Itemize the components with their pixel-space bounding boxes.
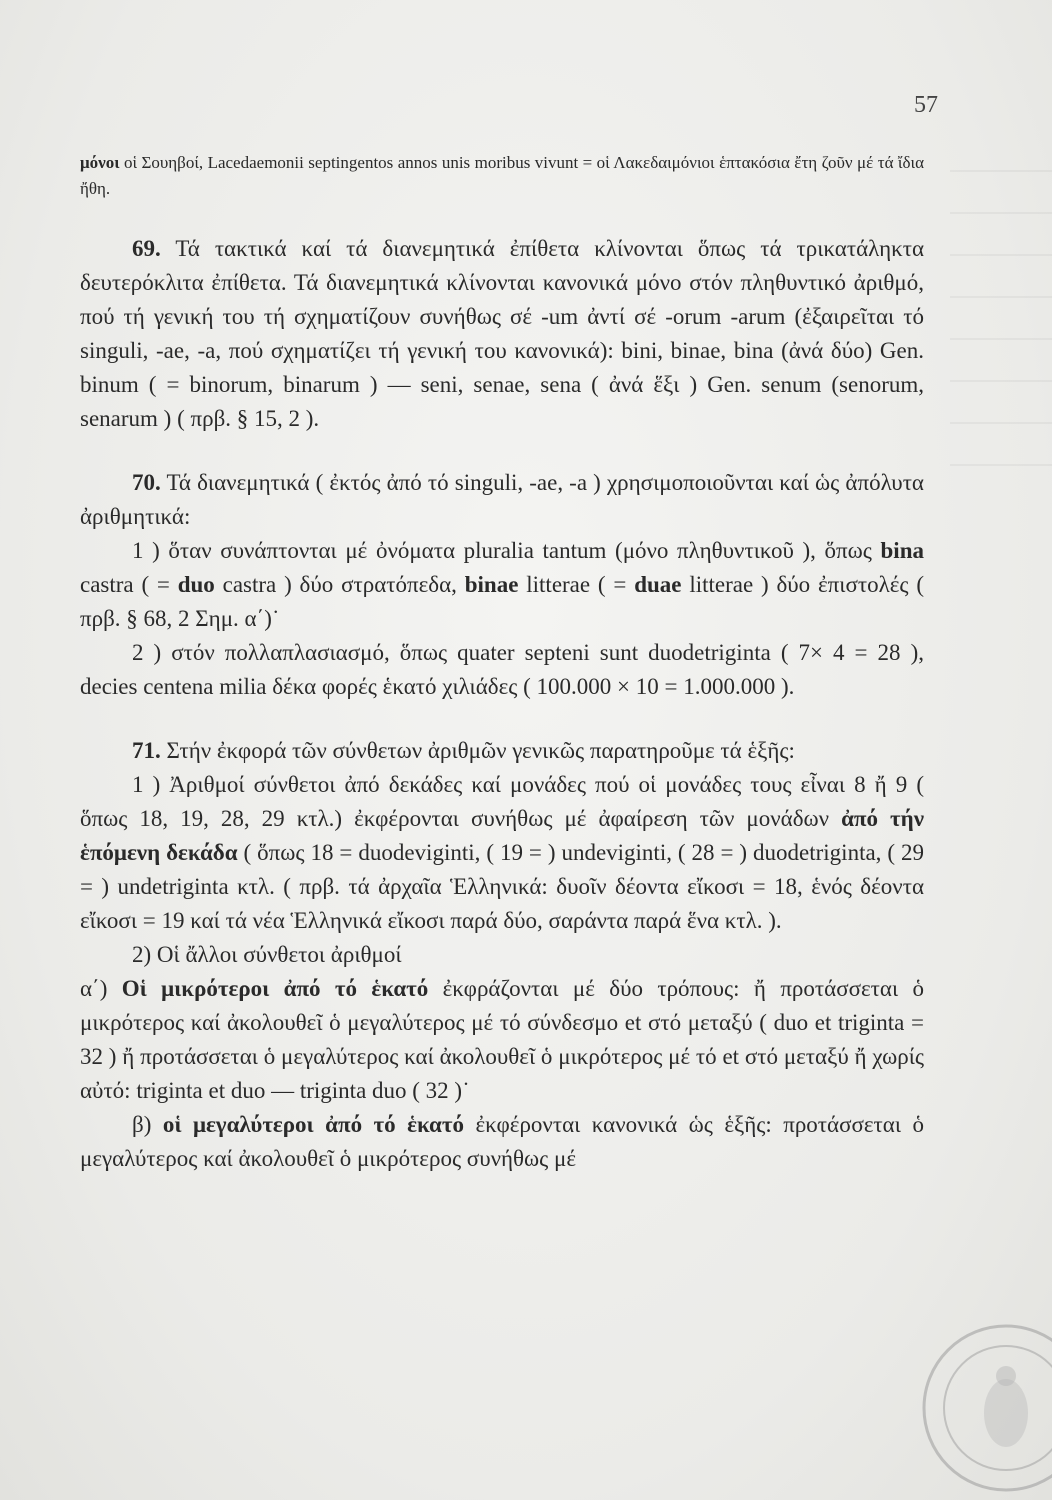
section-70-number: 70. (132, 470, 161, 495)
section-71-sub-b: β) οἱ μεγαλύτεροι ἀπό τό ἑκατό ἐκφέρονται κανονικά ὡς ἑξῆς: προτάσσεται ὁ μεγαλύτερος καί ἀκολουθεῖ ὁ μικρότερος συνήθως μέ (80, 1112, 925, 1171)
section-69-number: 69. (132, 236, 161, 261)
section-69 (80, 232, 924, 436)
section-71-number: 71. (132, 738, 161, 763)
page-number: 57 (914, 92, 938, 118)
section-71-sub-a: α΄) Οἱ μικρότεροι ἀπό τό ἑκατό ἐκφράζονται μέ δύο τρόπους: ἤ προτάσσεται ὁ μικρότερος καί ἀκολουθεῖ ὁ μεγαλύτερος μέ τό σύνδεσμο et στό μεταξύ ( duo et triginta = 32 ) ἤ προτάσσεται ὁ μεγαλύτερος καί ἀκολουθεῖ ὁ μικρότερος μέ τό et στό μεταξύ ἤ χωρίς αὐτό: triginta et duo — triginta duo ( 32 )˙ (80, 976, 925, 1103)
section-70 (80, 466, 924, 534)
section-69-text: Τά τακτικά καί τά διανεμητικά ἐπίθετα κλίνονται ὅπως τά τρικατάληκτα δευτερόκλιτα ἐπίθετα. Τά διανεμητικά κλίνονται κανονικά μόνο στόν πληθυντικό ἀριθμό, πού τή γενική του τή σχηματίζουν συνήθως σέ -um ἀντί σέ -orum -arum (ἐξαιρεῖται τό singuli, -ae, -a, πού σχηματίζει τή γενική του κανονικά): bini, binae, bina (ἀνά δύο) Gen. binum ( = binorum, binarum ) — seni, senae, sena ( ἀνά ἕξι ) Gen. senum (senorum, senarum ) ( πρβ. § 15, 2 ). (80, 236, 924, 431)
intro-paragraph (80, 150, 924, 202)
bleed-through-shadow (950, 130, 1052, 490)
library-stamp (916, 1318, 1052, 1498)
intro-text: οἱ Σουηβοί, Lacedaemonii septingentos annos unis moribus vivunt = οἱ Λακεδαιμόνιοι ἑπτακόσια ἔτη ζοῦν μέ τά ἴδια ἤθη. (80, 153, 924, 198)
section-71-item-2: 2) Οἱ ἄλλοι σύνθετοι ἀριθμοί (132, 942, 402, 967)
section-70-text: Τά διανεμητικά ( ἐκτός ἀπό τό singuli, -ae, -a ) χρησιμοποιοῦνται καί ὡς ἀπόλυτα ἀριθμητικά: (80, 470, 924, 529)
section-71 (80, 734, 924, 768)
intro-lead: μόνοι (80, 153, 120, 172)
section-70-item-1: 1 ) ὅταν συνάπτονται μέ ὀνόματα pluralia tantum (μόνο πληθυντικοῦ ), ὅπως bina castra ( = duo castra ) δύο στρατόπεδα, binae litterae ( = duae litterae ) δύο ἐπιστολές ( πρβ. § 68, 2 Σημ. α΄)˙ (80, 538, 925, 631)
section-71-text: Στήν ἐκφορά τῶν σύνθετων ἀριθμῶν γενικῶς παρατηροῦμε τά ἑξῆς: (160, 738, 795, 763)
section-70-item-2: 2 ) στόν πολλαπλασιασμό, ὅπως quater septeni sunt duodetriginta ( 7× 4 = 28 ), decies centena milia δέκα φορές ἑκατό χιλιάδες ( 100.000 × 10 = 1.000.000 ). (80, 640, 924, 699)
section-71-item-1: 1 ) Ἀριθμοί σύνθετοι ἀπό δεκάδες καί μονάδες πού οἱ μονάδες τους εἶναι 8 ἤ 9 ( ὅπως 18, 19, 28, 29 κτλ.) ἐκφέρονται συνήθως μέ ἀφαίρεση τῶν μονάδων ἀπό τήν ἑπόμενη δεκάδα ( ὅπως 18 = duodeviginti, ( 19 = ) undeviginti, ( 28 = ) duodetriginta, ( 29 = ) undetriginta κτλ. ( πρβ. τά ἀρχαῖα Ἑλληνικά: δυοῖν δέοντα εἴκοσι = 18, ἑνός δέοντα εἴκοσι = 19 καί τά νέα Ἑλληνικά εἴκοσι παρά δύο, σαράντα παρά ἕνα κτλ. ). (80, 772, 924, 933)
page-body (80, 150, 924, 1176)
